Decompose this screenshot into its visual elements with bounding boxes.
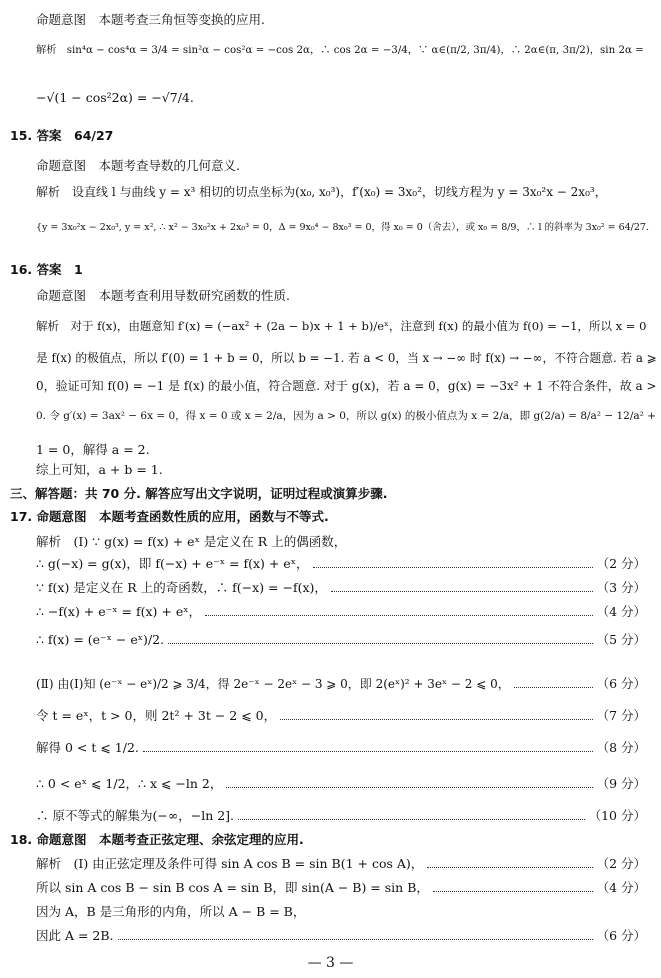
- solution-line-q14-b: −√(1 − cos²2α) = −√7/4.: [36, 90, 194, 105]
- answer-16: 16. 答案 1: [10, 262, 83, 277]
- points-label: （7 分）: [596, 708, 646, 723]
- scored-row: [36, 928, 646, 944]
- section-header-3: 三、解答题：共 70 分. 解答应写出文字说明，证明过程或演算步骤.: [10, 486, 388, 501]
- scored-row: [36, 776, 646, 792]
- scored-text: ∵ f(x) 是定义在 R 上的奇函数，∴ f(−x) = −f(x)，: [36, 580, 327, 595]
- scored-text: 解析 (Ⅰ) 由正弦定理及条件可得 sin A cos B = sin B(1 + cos A)，: [36, 856, 424, 871]
- dotted-leader: [280, 710, 592, 720]
- scored-text: ∴ g(−x) = g(x)，即 f(−x) + e⁻ˣ = f(x) + eˣ，: [36, 556, 309, 571]
- scored-text: 令 t = eˣ，t > 0，则 2t² + 3t − 2 ⩽ 0，: [36, 708, 277, 723]
- scored-row: [36, 856, 646, 872]
- solution-line-q14-a: 解析 sin⁴α − cos⁴α = 3/4 = sin²α − cos²α = −cos 2α，∴ cos 2α = −3/4，∵ α∈(π/2, 3π/4)，∴ 2α∈(π, 3π/2)，sin 2α =: [36, 44, 644, 56]
- scored-row: [36, 556, 646, 572]
- intent-line-q16: 命题意图 本题考查利用导数研究函数的性质.: [36, 288, 290, 303]
- dotted-leader: [143, 742, 593, 752]
- page-number: — 3 —: [307, 955, 354, 971]
- intent-line-q15: 命题意图 本题考查导数的几何意义.: [36, 158, 240, 173]
- dotted-leader: [433, 882, 593, 892]
- points-label: （4 分）: [596, 880, 646, 895]
- scored-row: [36, 676, 646, 692]
- solution-line-q15-a: 解析 设直线 l 与曲线 y = x³ 相切的切点坐标为(x₀, x₀³)，f′(x₀) = 3x₀²，切线方程为 y = 3x₀²x − 2x₀³，: [36, 185, 607, 199]
- scored-row: [36, 880, 646, 896]
- points-label: （6 分）: [596, 676, 646, 691]
- scored-row: [36, 808, 646, 824]
- dotted-leader: [427, 858, 592, 868]
- scored-text: 所以 sin A cos B − sin B cos A = sin B，即 sin(A − B) = sin B，: [36, 880, 429, 895]
- points-label: （2 分）: [596, 556, 646, 571]
- scored-row: [36, 604, 646, 620]
- scored-text: (Ⅱ) 由(Ⅰ)知 (e⁻ˣ − eˣ)/2 ⩾ 3/4，得 2e⁻ˣ − 2eˣ − 3 ⩾ 0，即 2(eˣ)² + 3eˣ − 2 ⩽ 0，: [36, 677, 510, 691]
- intent-line-q18: 18. 命题意图 本题考查正弦定理、余弦定理的应用.: [10, 832, 304, 847]
- scored-text: ∴ 原不等式的解集为(−∞，−ln 2].: [36, 808, 235, 823]
- points-label: （6 分）: [596, 928, 646, 943]
- scored-row: [36, 632, 646, 648]
- scored-text: ∴ f(x) = (e⁻ˣ − eˣ)/2.: [36, 632, 165, 647]
- points-label: （10 分）: [588, 808, 646, 823]
- intent-line-q17: 17. 命题意图 本题考查函数性质的应用，函数与不等式.: [10, 509, 329, 524]
- intent-line-q14: 命题意图 本题考查三角恒等变换的应用.: [36, 12, 265, 27]
- solution-line-q15-b: {y = 3x₀²x − 2x₀³, y = x², ∴ x² − 3x₀²x + 2x₀³ = 0，Δ = 9x₀⁴ − 8x₀³ = 0，得 x₀ = 0（舍去），或 x₀ = 8/9，∴ l 的斜率为 3x₀² = 64/27.: [36, 222, 649, 233]
- dotted-leader: [514, 678, 593, 688]
- dotted-leader: [205, 606, 593, 616]
- points-label: （4 分）: [596, 604, 646, 619]
- answer-15: 15. 答案 64/27: [10, 128, 114, 143]
- dotted-leader: [331, 582, 593, 592]
- points-label: （2 分）: [596, 856, 646, 871]
- dotted-leader: [118, 930, 593, 940]
- solution-line-q16-a: 解析 对于 f(x)，由题意知 f′(x) = (−ax² + (2a − b)x + 1 + b)/eˣ，注意到 f(x) 的最小值为 f(0) = −1，所以 x = 0: [36, 319, 647, 333]
- dotted-leader: [168, 634, 592, 644]
- solution-line-q16-c: 0，验证可知 f(0) = −1 是 f(x) 的最小值，符合题意. 对于 g(x)，若 a = 0，g(x) = −3x² + 1 不符合条件，故 a >: [36, 379, 657, 393]
- solution-line-q16-f: 综上可知，a + b = 1.: [36, 462, 163, 477]
- dotted-leader: [313, 558, 593, 568]
- scored-row: [36, 708, 646, 724]
- solution-line-q18-c: 因为 A，B 是三角形的内角，所以 A − B = B，: [36, 904, 306, 919]
- solution-line-q16-b: 是 f(x) 的极值点，所以 f′(0) = 1 + b = 0，所以 b = −1. 若 a < 0，当 x → −∞ 时 f(x) → −∞，不符合题意. 若 a ⩾: [36, 351, 657, 365]
- scored-text: 因此 A = 2B.: [36, 928, 114, 943]
- scored-row: [36, 740, 646, 756]
- scored-text: 解得 0 < t ⩽ 1/2.: [36, 740, 139, 755]
- dotted-leader: [238, 810, 585, 820]
- points-label: （8 分）: [596, 740, 646, 755]
- points-label: （5 分）: [596, 632, 646, 647]
- scored-text: ∴ 0 < eˣ ⩽ 1/2，∴ x ⩽ −ln 2，: [36, 776, 223, 791]
- solution-line-q17-a: 解析 (Ⅰ) ∵ g(x) = f(x) + eˣ 是定义在 R 上的偶函数，: [36, 534, 347, 549]
- dotted-leader: [226, 778, 592, 788]
- solution-line-q16-e: 1 = 0，解得 a = 2.: [36, 442, 150, 457]
- points-label: （9 分）: [596, 776, 646, 791]
- points-label: （3 分）: [596, 580, 646, 595]
- solution-line-q16-d: 0. 令 g′(x) = 3ax² − 6x = 0，得 x = 0 或 x = 2/a，因为 a > 0，所以 g(x) 的极小值点为 x = 2/a，即 g(2/a) = 8/a² − 12/a² +: [36, 410, 656, 422]
- scored-row: [36, 580, 646, 596]
- scored-text: ∴ −f(x) + e⁻ˣ = f(x) + eˣ，: [36, 604, 202, 619]
